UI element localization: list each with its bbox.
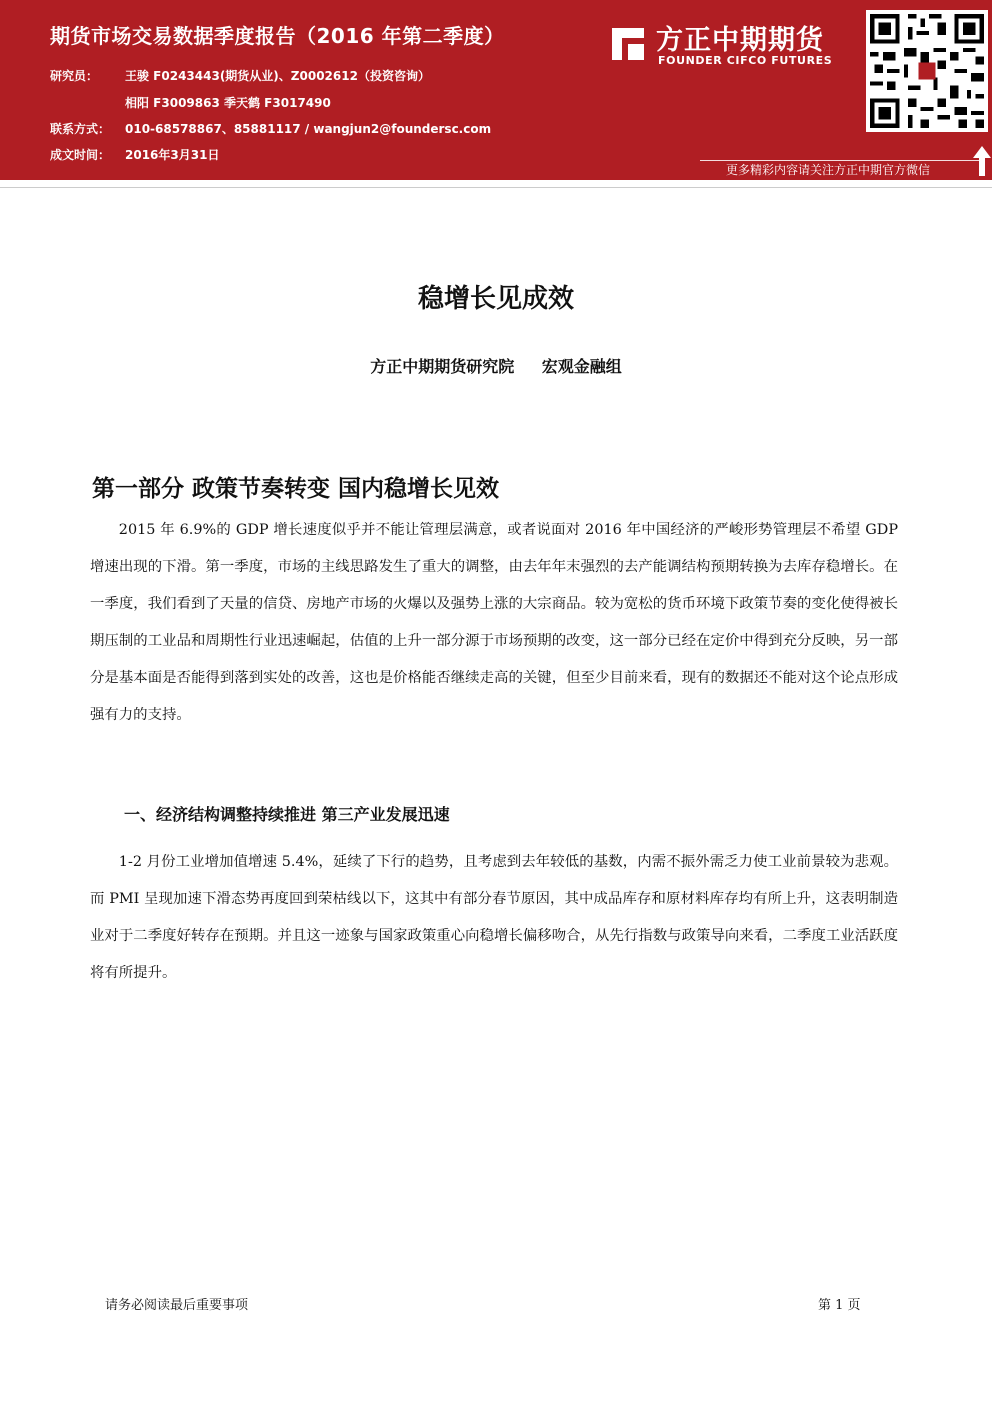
section-heading: 第一部分 政策节奏转变 国内稳增长见效	[92, 476, 500, 502]
arrow-up-icon	[972, 144, 992, 178]
page-number: 第 1 页	[818, 1298, 861, 1313]
wechat-follow-text: 更多精彩内容请关注方正中期官方微信	[726, 163, 931, 177]
researchers-line2: 相阳 F3009863 季天鹤 F3017490	[125, 96, 331, 110]
contact-row	[50, 120, 491, 137]
document-title: 稳增长见成效	[417, 284, 574, 314]
logo-mark-icon	[606, 22, 650, 66]
date-value: 2016年3月31日	[125, 148, 220, 162]
company-logo	[600, 14, 858, 74]
contact-value: 010-68578867、85881117 / wangjun2@foundersc.com	[125, 122, 492, 136]
logo-text-en: FOUNDER CIFCO FUTURES	[658, 54, 833, 67]
researcher-row	[50, 67, 430, 84]
qr-code-icon	[866, 10, 988, 132]
subsection-heading: 一、经济结构调整持续推进 第三产业发展迅速	[124, 805, 450, 824]
researchers-line1: 王骏 F0243443(期货从业)、Z0002612（投资咨询）	[125, 69, 430, 83]
researcher-label: 研究员：	[50, 69, 99, 83]
paragraph-2: 1-2 月份工业增加值增速 5.4%，延续了下行的趋势，且考虑到去年较低的基数，内需不振外需乏力使工业前景较为悲观。而 PMI 呈现加速下滑态势再度回到荣枯线以下，这其中有部分春节原因，其中成品库存和原材料库存均有所上升，这表明制造业对于二季度好转存在预期。并且这一迹象与国家政策重心向稳增长偏移吻合，从先行指数与政策导向来看，二季度工业活跃度将有所提升。	[90, 854, 898, 981]
document-subtitle: 方正中期期货研究院 宏观金融组	[370, 357, 622, 376]
date-label: 成文时间：	[50, 148, 111, 162]
footer-notice: 请务必阅读最后重要事项	[105, 1298, 249, 1313]
paragraph-1: 2015 年 6.9%的 GDP 增长速度似乎并不能让管理层满意，或者说面对 2016 年中国经济的严峻形势管理层不希望 GDP 增速出现的下滑。第一季度，市场的主线思路发生了重大的调整，由去年年末强烈的去产能调结构预期转换为去库存稳增长。在一季度，我们看到了天量的信贷、房地产市场的火爆以及强势上涨的大宗商品。较为宽松的货币环境下政策节奏的变化使得被长期压制的工业品和周期性行业迅速崛起，估值的上升一部分源于市场预期的改变，这一部分已经在定价中得到充分反映，另一部分是基本面是否能得到落到实处的改善，这也是价格能否继续走高的关键，但至少目前来看，现有的数据还不能对这个论点形成强有力的支持。	[90, 522, 898, 723]
header-bottom-line	[0, 187, 992, 188]
contact-label: 联系方式：	[50, 122, 111, 136]
date-row	[50, 146, 219, 163]
report-header	[0, 0, 992, 180]
report-title: 期货市场交易数据季度报告（2016 年第二季度）	[50, 24, 505, 48]
logo-text-cn: 方正中期期货	[656, 25, 824, 56]
